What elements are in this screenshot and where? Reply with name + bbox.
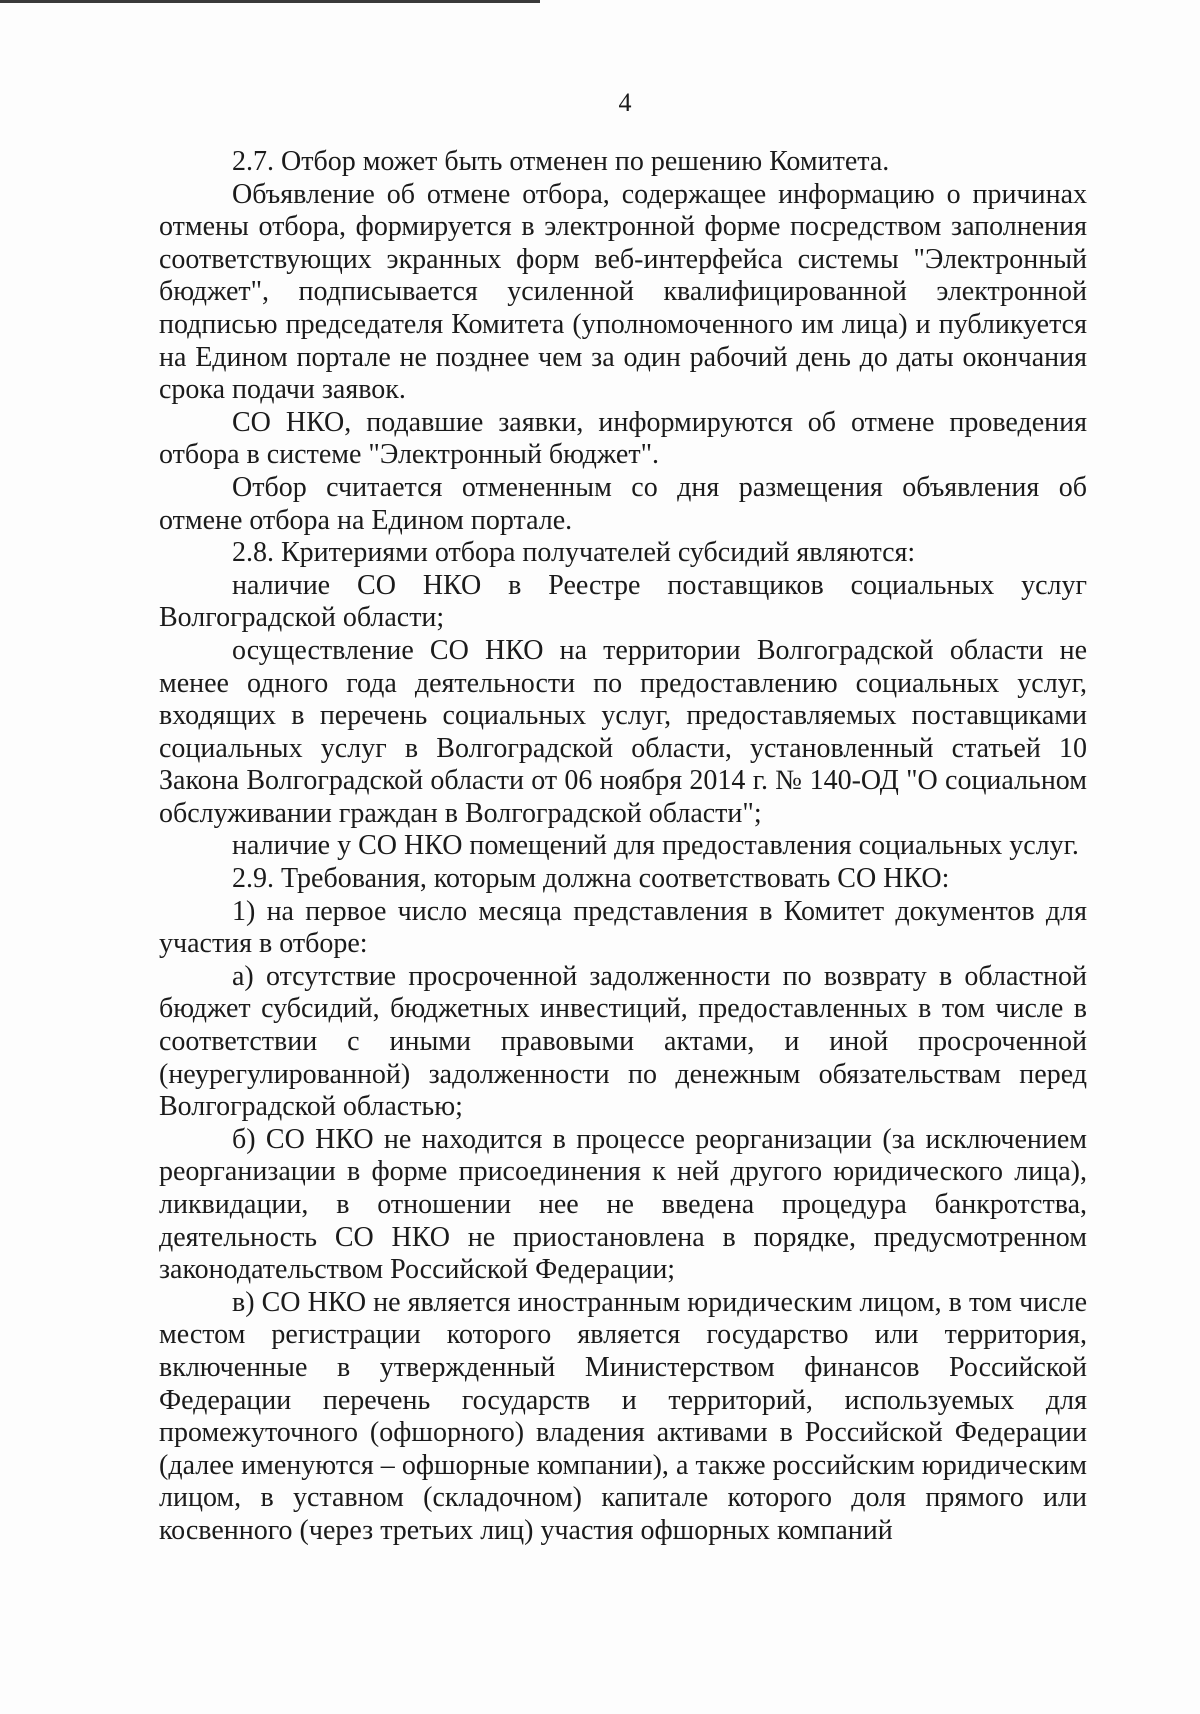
paragraph-2-8: 2.8. Критериями отбора получателей субсидий являются:: [232, 537, 916, 569]
top-rule: [0, 0, 540, 3]
paragraph-2-9: 2.9. Требования, которым должна соответствовать СО НКО:: [232, 863, 950, 895]
page-number: 4: [618, 88, 632, 117]
paragraph-requirement-b: б) СО НКО не находится в процессе реорганизации (за исключением реорганизации в форме присоединения к ней другого юридического лица), ликвидации, в отношении нее не введена процедура банкротства, деятельность СО НКО не приостановлена в порядке, предусмотренном законодательством Российской Федерации;: [159, 1123, 1087, 1286]
paragraph-registry-criterion: наличие СО НКО в Реестре поставщиков социальных услуг Волгоградской области;: [159, 569, 1087, 634]
paragraph-requirement-v: в) СО НКО не является иностранным юридическим лицом, в том числе местом регистрации которого является государство или территория, включенные в утвержденный Министерством финансов Российской Федерации перечень государств и территорий, используемых для промежуточного (офшорного) владения активами в Российской Федерации (далее именуются – офшорные компании), а также российским юридическим лицом, в уставном (складочном) капитале которого доля прямого или косвенного (через третьих лиц) участия офшорных компаний: [159, 1286, 1087, 1546]
paragraph-cancellation-date: Отбор считается отмененным со дня размещения объявления об отмене отбора на Едином портале.: [159, 471, 1087, 536]
paragraph-requirement-a: а) отсутствие просроченной задолженности по возврату в областной бюджет субсидий, бюджетных инвестиций, предоставленных в том числе в соответствии с иными правовыми актами, и иной просроченной (неурегулированной) задолженности по денежным обязательствам перед Волгоградской областью;: [159, 960, 1087, 1123]
document-body: [159, 146, 1087, 1548]
paragraph-cancellation-notice: Объявление об отмене отбора, содержащее информацию о причинах отмены отбора, формируется в электронной форме посредством заполнения соответствующих экранных форм веб-интерфейса системы "Электронный бюджет", подписывается усиленной квалифицированной электронной подписью председателя Комитета (уполномоченного им лица) и публикуется на Едином портале не позднее чем за один рабочий день до даты окончания срока подачи заявок.: [159, 178, 1087, 406]
paragraph-activity-criterion: осуществление СО НКО на территории Волгоградской области не менее одного года деятельности по предоставлению социальных услуг, входящих в перечень социальных услуг, предоставляемых поставщиками социальных услуг в Волгоградской области, установленный статьей 10 Закона Волгоградской области от 06 ноября 2014 г. № 140-ОД "О социальном обслуживании граждан в Волгоградской области";: [159, 634, 1087, 829]
paragraph-requirement-1: 1) на первое число месяца представления в Комитет документов для участия в отборе:: [159, 895, 1087, 960]
paragraph-applicants-informed: СО НКО, подавшие заявки, информируются об отмене проведения отбора в системе "Электронный бюджет".: [159, 406, 1087, 471]
paragraph-2-7: 2.7. Отбор может быть отменен по решению Комитета.: [232, 146, 890, 177]
paragraph-premises-criterion: наличие у СО НКО помещений для предоставления социальных услуг.: [232, 830, 1079, 862]
